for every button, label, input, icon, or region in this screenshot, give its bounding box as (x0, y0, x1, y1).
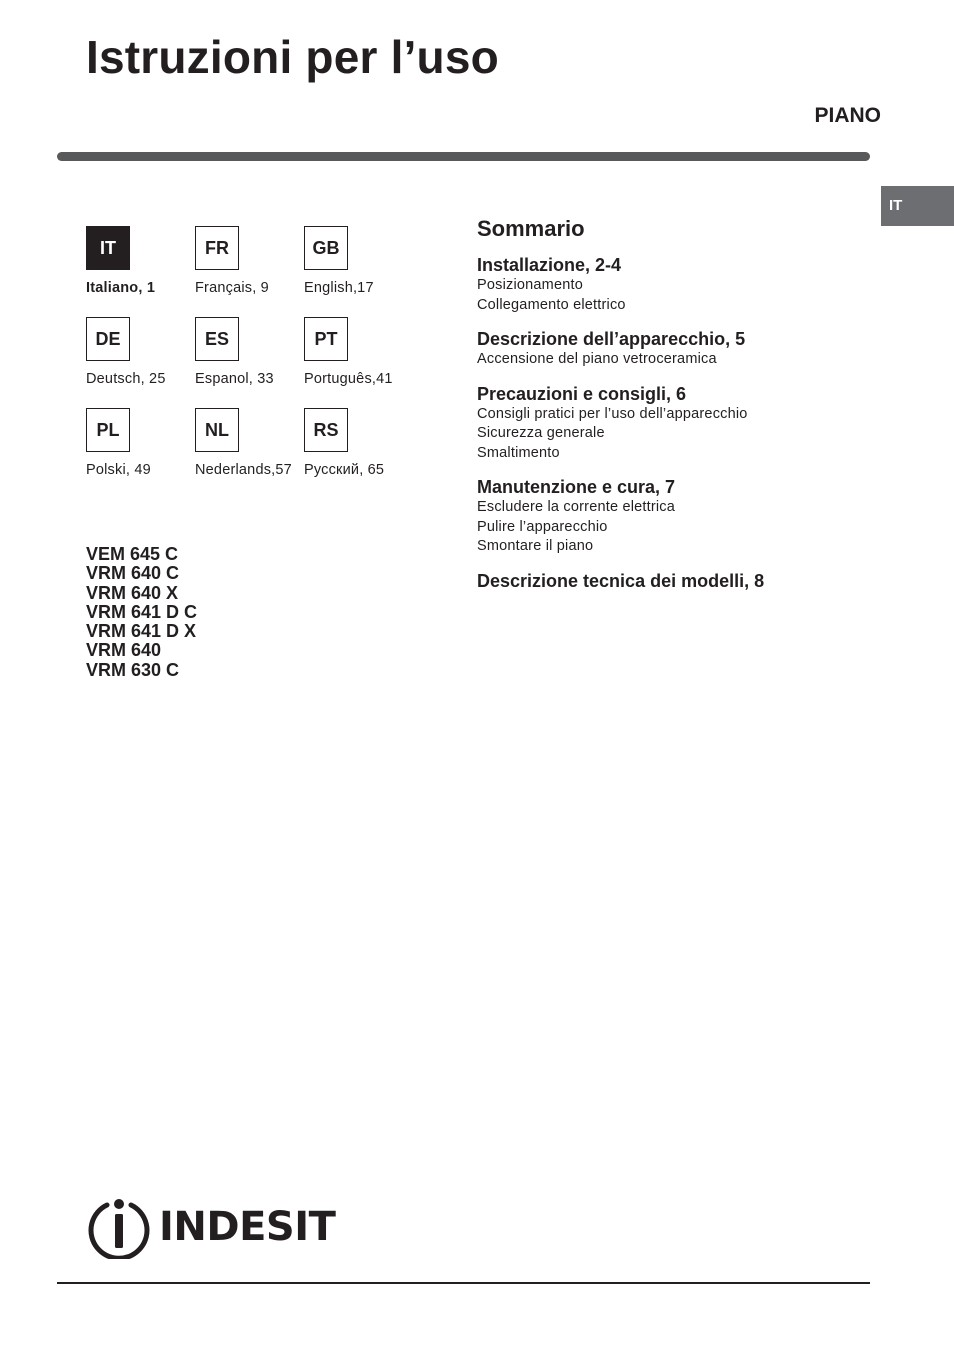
language-label: Polski, 49 (86, 462, 151, 478)
model-name: VRM 640 X (86, 582, 179, 603)
toc-subitem[interactable]: Accensione del piano vetroceramica (477, 351, 717, 367)
bottom-divider (57, 1282, 870, 1284)
toc-section (477, 383, 877, 464)
language-item-it[interactable] (86, 226, 196, 296)
language-label: Deutsch, 25 (86, 371, 166, 387)
brand-logo (87, 1195, 335, 1259)
model-name: VRM 640 (86, 640, 162, 661)
language-code-box: RS (304, 408, 348, 452)
toc-subitem[interactable]: Smaltimento (477, 444, 560, 461)
indesit-i-logo-icon (87, 1195, 151, 1259)
language-label: Nederlands,57 (195, 462, 292, 478)
toc-section (477, 328, 877, 370)
language-label: Português,41 (304, 371, 393, 387)
language-item-de[interactable] (86, 317, 196, 387)
language-code-box: FR (195, 226, 239, 270)
toc-section (477, 476, 877, 557)
language-label: English,17 (304, 280, 374, 296)
top-divider (57, 152, 870, 161)
language-label: Italiano, 1 (86, 280, 156, 296)
model-list (86, 545, 197, 680)
toc-section-title[interactable]: Precauzioni e consigli, 6 (477, 383, 687, 404)
language-label: Русский, 65 (304, 462, 385, 478)
toc-section-title[interactable]: Installazione, 2-4 (477, 255, 622, 275)
language-side-tab: IT (881, 186, 954, 226)
language-code-box: PL (86, 408, 130, 452)
toc-section-title[interactable]: Manutenzione e cura, 7 (477, 477, 676, 497)
language-item-es[interactable] (195, 317, 305, 387)
toc-section (477, 254, 877, 315)
toc-heading: Sommario (477, 216, 585, 241)
language-code-box: ES (195, 317, 239, 361)
language-item-fr[interactable] (195, 226, 305, 296)
language-code-box: PT (304, 317, 348, 361)
language-item-pt[interactable] (304, 317, 414, 387)
language-code-box: NL (195, 408, 239, 452)
language-code-box: DE (86, 317, 130, 361)
product-type: PIANO (814, 104, 881, 127)
language-item-nl[interactable] (195, 408, 305, 478)
toc-subitem[interactable]: Posizionamento (477, 277, 583, 293)
language-item-rs[interactable] (304, 408, 414, 478)
language-item-gb[interactable] (304, 226, 414, 296)
language-code-box: GB (304, 226, 348, 270)
toc-subitem[interactable]: Pulire l’apparecchio (477, 518, 608, 535)
toc-section-title[interactable]: Descrizione tecnica dei modelli, 8 (477, 570, 765, 591)
language-label: Français, 9 (195, 280, 269, 296)
toc-section (477, 570, 877, 592)
model-name: VRM 640 C (86, 563, 180, 584)
toc-subitem[interactable]: Escludere la corrente elettrica (477, 499, 676, 515)
toc-subitem[interactable]: Consigli pratici per l’uso dell’apparecchio (477, 405, 748, 422)
toc-subitem[interactable]: Collegamento elettrico (477, 296, 626, 313)
brand-name: INDESIT (159, 1204, 336, 1250)
language-label: Espanol, 33 (195, 371, 274, 387)
model-name: VEM 645 C (86, 544, 179, 564)
page-title: Istruzioni per l’uso (86, 31, 499, 83)
model-name: VRM 630 C (86, 659, 180, 680)
table-of-contents (477, 216, 877, 605)
toc-section-title[interactable]: Descrizione dell’apparecchio, 5 (477, 329, 746, 349)
toc-subitem[interactable]: Sicurezza generale (477, 425, 605, 441)
language-code-box: IT (86, 226, 130, 270)
toc-subitem[interactable]: Smontare il piano (477, 538, 594, 554)
model-name: VRM 641 D C (86, 601, 198, 622)
language-item-pl[interactable] (86, 408, 196, 478)
model-name: VRM 641 D X (86, 621, 197, 642)
